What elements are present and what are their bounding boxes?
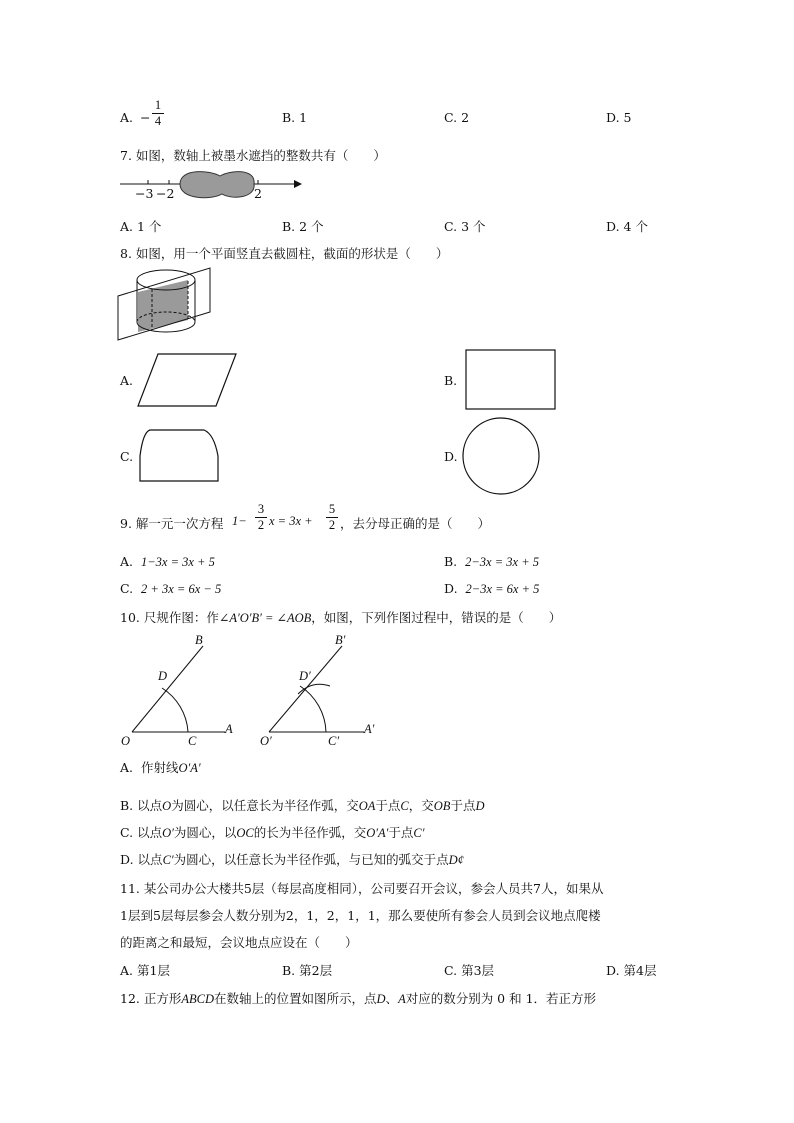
- q10-option-d-text-1: 以点: [137, 852, 163, 867]
- q10-option-b-math-4: OB: [433, 799, 451, 813]
- q11-option-c-text: 第3层: [461, 963, 495, 978]
- q10-option-d: [120, 850, 464, 868]
- q11-option-d-text: 第4层: [623, 963, 657, 978]
- q12-stem-text-1: 12. 正方形: [120, 991, 182, 1006]
- q7-label-2: 2: [254, 186, 262, 201]
- q10-fig1-label-b: B: [195, 633, 203, 647]
- q9-option-a-text: 1−3x = 3x + 5: [140, 555, 215, 569]
- q9-stem-suffix: ，去分母正确的是（ ）: [340, 516, 491, 531]
- q11-option-b-text: 第2层: [299, 963, 333, 978]
- q10-fig2-label-b: B′: [335, 633, 346, 647]
- q10-fig1-label-o: O: [121, 734, 131, 748]
- q12-stem-text-3: 、: [385, 991, 399, 1006]
- q6-a-numerator: 1: [154, 98, 162, 112]
- q7-option-c-text: 3 个: [461, 219, 486, 234]
- q10-option-c-math-3: O′A′: [366, 826, 389, 840]
- q10-fig1-label-a: A: [225, 722, 233, 736]
- q10-fig2-ray-ob: [269, 646, 342, 732]
- q12-stem-text-4: 对应的数分别为 0 和 1．若正方形: [405, 991, 597, 1006]
- q9-option-c-letter: C.: [120, 581, 134, 596]
- q7-option-a-letter: A.: [120, 219, 134, 234]
- q8-option-d-letter: D.: [444, 449, 458, 464]
- q10-option-c-math-1: O′: [162, 826, 174, 840]
- q8-stem: 8. 如图，用一个平面竖直去截圆柱，截面的形状是（ ）: [120, 246, 449, 261]
- q9-option-d-letter: D.: [444, 581, 458, 596]
- q6-option-d-text: 5: [623, 110, 632, 125]
- q10-option-c-text-1: 以点: [137, 825, 163, 840]
- q10-option-b-text-4: ，交: [408, 798, 434, 813]
- q10-fig1-label-d: D: [158, 669, 168, 683]
- q9-frac2-numerator: 5: [328, 502, 336, 516]
- q10-option-c-letter: C.: [120, 825, 134, 840]
- q10-option-b-math-1: O: [162, 799, 172, 813]
- q7-option-a-text: 1 个: [137, 219, 162, 234]
- q9-option-a-letter: A.: [120, 554, 134, 569]
- q10-option-a: [120, 758, 201, 776]
- q7-option-b-text: 2 个: [299, 219, 324, 234]
- q10-fig2-label-d: D′: [299, 669, 311, 683]
- q11-option-a-text: 第1层: [137, 963, 170, 978]
- q6-a-denominator: 4: [152, 113, 164, 129]
- q8-option-b-letter: B.: [444, 373, 458, 388]
- q9-option-d-text: 2−3x = 6x + 5: [465, 582, 540, 596]
- q11-option-c: [444, 961, 494, 979]
- q10-option-c-text-3: 的长为半径作弧，交: [253, 825, 367, 840]
- q11-option-d: [606, 961, 657, 979]
- q7-option-d-text: 4 个: [623, 219, 648, 234]
- q10-option-d-text-2: 为圆心，以任意长为半径作弧，与已知的弧交于点: [173, 852, 449, 867]
- q11-stem-line-2: 1层到5层每层参会人数分别为2，1，2，1，1，那么要使所有参会人员到会议地点爬楼: [120, 908, 601, 923]
- q11-option-c-letter: C.: [444, 963, 458, 978]
- q7-option-b-letter: B.: [282, 219, 296, 234]
- q7-option-d-letter: D.: [606, 219, 620, 234]
- q10-stem-math: ∠A′O′B′ = ∠AOB: [218, 611, 312, 625]
- q6-option-a-sign: −: [140, 110, 151, 125]
- q7-label-neg2: −2: [156, 186, 175, 201]
- q9-option-b-letter: B.: [444, 554, 458, 569]
- q10-option-d-math-2: D¢: [448, 853, 464, 867]
- q10-option-d-math-1: C′: [162, 853, 174, 867]
- q10-fig2-label-a: A′: [364, 722, 375, 736]
- q6-option-d-letter: D.: [606, 110, 620, 125]
- q10-fig2-label-c: C′: [328, 734, 340, 748]
- q9-frac1-denominator: 2: [255, 517, 267, 533]
- q12-stem-math-3: A: [398, 992, 406, 1006]
- q12-stem: [120, 989, 596, 1007]
- q10-option-b-math-2: OA: [358, 799, 376, 813]
- q9-frac1-numerator: 3: [257, 502, 265, 516]
- q11-stem-line-1: 11. 某公司办公大楼共5层（每层高度相同），公司要召开会议，参会人员共7人，如果从: [120, 881, 604, 896]
- q10-option-b-text-1: 以点: [137, 798, 163, 813]
- q12-stem-math-1: ABCD: [181, 992, 214, 1006]
- q9-stem-prefix: 9. 解一元一次方程: [120, 516, 224, 531]
- q8-option-c-letter: C.: [120, 449, 134, 464]
- q10-option-a-text: 作射线: [140, 760, 179, 775]
- q11-option-a-letter: A.: [120, 963, 134, 978]
- q10-option-a-letter: A.: [120, 760, 134, 775]
- q10-fig1-label-c: C: [188, 734, 197, 748]
- q11-option-b-letter: B.: [282, 963, 296, 978]
- q8-option-a-letter: A.: [120, 373, 134, 388]
- q7-stem: 7. 如图，数轴上被墨水遮挡的整数共有（ ）: [120, 148, 386, 163]
- q10-fig1-ray-ob: [132, 646, 203, 732]
- q10-option-c-text-4: 于点: [388, 825, 414, 840]
- q10-option-b-letter: B.: [120, 798, 134, 813]
- q9-eq-one: 1−: [232, 514, 247, 528]
- q9-option-b-text: 2−3x = 3x + 5: [465, 555, 540, 569]
- q10-option-c-math-2: OC: [236, 826, 254, 840]
- q6-option-b-text: 1: [299, 110, 308, 125]
- q10-option-b-math-5: D: [475, 799, 485, 813]
- q10-stem-prefix: 10. 尺规作图：作: [120, 610, 219, 625]
- q9-frac2-denominator: 2: [326, 517, 338, 533]
- q10-option-c-math-4: C′: [413, 826, 425, 840]
- q10-option-b-math-3: C: [400, 799, 409, 813]
- q6-option-c-text: 2: [461, 110, 470, 125]
- q10-option-d-letter: D.: [120, 852, 134, 867]
- q10-fig2-label-o: O′: [260, 734, 272, 748]
- q11-option-d-letter: D.: [606, 963, 620, 978]
- q10-option-b-text-5: 于点: [450, 798, 476, 813]
- q7-option-c-letter: C.: [444, 219, 458, 234]
- q6-option-c-letter: C.: [444, 110, 458, 125]
- q11-stem-line-3: 的距离之和最短，会议地点应设在（ ）: [120, 935, 358, 950]
- q10-fig2-arc: [300, 686, 326, 732]
- q10-stem-suffix: ，如图，下列作图过程中，错误的是（ ）: [311, 610, 562, 625]
- q10-option-b-text-2: 为圆心，以任意长为半径作弧，交: [171, 798, 359, 813]
- q10-option-a-math: O′A′: [178, 761, 201, 775]
- q7-label-neg3: −3: [135, 186, 154, 201]
- q9-option-c-text: 2 + 3x = 6x − 5: [141, 582, 222, 596]
- q11-option-b: [282, 961, 332, 979]
- q12-stem-math-2: D: [376, 992, 386, 1006]
- q12-stem-text-2: 在数轴上的位置如图所示，点: [214, 991, 377, 1006]
- q6-option-b-letter: B.: [282, 110, 296, 125]
- q10-option-b-text-3: 于点: [375, 798, 401, 813]
- q9-eq-mid: x = 3x +: [269, 514, 313, 528]
- q10-option-b: [120, 796, 484, 814]
- q10-option-c-text-2: 为圆心，以: [173, 825, 237, 840]
- q11-option-a: [120, 961, 170, 979]
- q10-option-c: [120, 823, 425, 841]
- q10-fig1-arc: [162, 688, 188, 732]
- q6-option-a-letter: A.: [120, 110, 134, 125]
